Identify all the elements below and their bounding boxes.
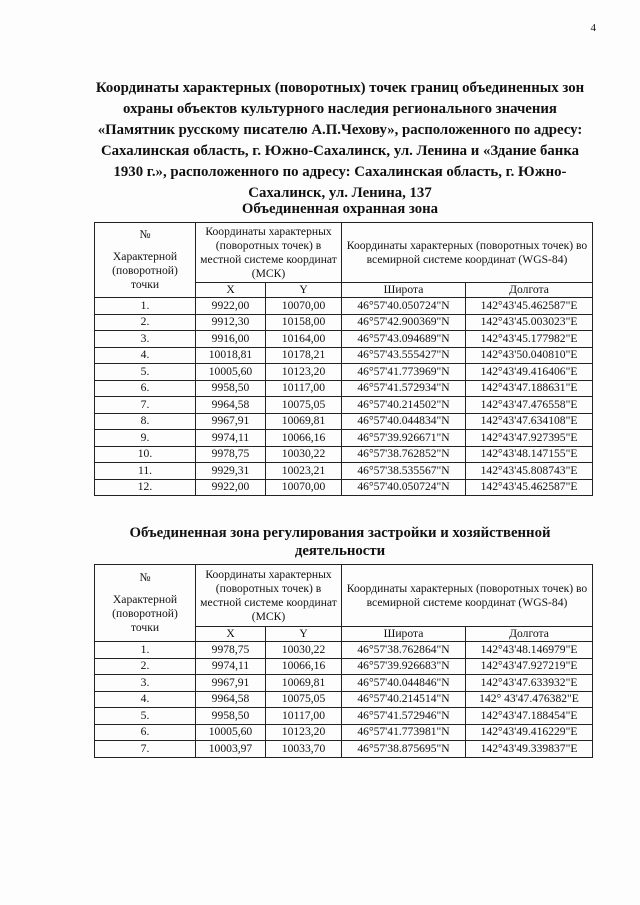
header-longitude: Долгота xyxy=(466,283,593,298)
x-cell: 9929,31 xyxy=(196,463,266,480)
header-point-label: Характерной (поворотной) точки xyxy=(112,593,178,634)
longitude-cell: 142°43'49.416229"E xyxy=(466,724,593,741)
x-cell: 9958,50 xyxy=(196,708,266,725)
table-row xyxy=(95,397,593,414)
table-row xyxy=(95,413,593,430)
x-cell: 9922,00 xyxy=(196,479,266,496)
latitude-cell: 46°57'38.535567"N xyxy=(342,463,466,480)
latitude-cell: 46°57'41.572946"N xyxy=(342,708,466,725)
longitude-cell: 142°43'45.462587"E xyxy=(466,298,593,315)
longitude-cell: 142° 43'47.476382"E xyxy=(466,691,593,708)
longitude-cell: 142°43'48.146979"E xyxy=(466,642,593,659)
x-cell: 10003,97 xyxy=(196,741,266,758)
latitude-cell: 46°57'42.900369"N xyxy=(342,314,466,331)
table-row xyxy=(95,364,593,381)
header-number-symbol: № xyxy=(139,228,151,241)
latitude-cell: 46°57'41.572934"N xyxy=(342,380,466,397)
latitude-cell: 46°57'38.875695"N xyxy=(342,741,466,758)
table-row xyxy=(95,691,593,708)
latitude-cell: 46°57'41.773981"N xyxy=(342,724,466,741)
latitude-cell: 46°57'41.773969"N xyxy=(342,364,466,381)
point-number-cell: 2. xyxy=(95,658,196,675)
longitude-cell: 142°43'47.476558"E xyxy=(466,397,593,414)
point-number-cell: 5. xyxy=(95,708,196,725)
table-row xyxy=(95,658,593,675)
point-number-cell: 9. xyxy=(95,430,196,447)
latitude-cell: 46°57'38.762852"N xyxy=(342,446,466,463)
point-number-cell: 3. xyxy=(95,331,196,348)
latitude-cell: 46°57'43.555427"N xyxy=(342,347,466,364)
latitude-cell: 46°57'39.926683"N xyxy=(342,658,466,675)
x-cell: 9967,91 xyxy=(196,675,266,692)
x-cell: 9978,75 xyxy=(196,446,266,463)
latitude-cell: 46°57'40.044846"N xyxy=(342,675,466,692)
header-longitude: Долгота xyxy=(466,627,593,642)
x-cell: 10005,60 xyxy=(196,724,266,741)
point-number-cell: 2. xyxy=(95,314,196,331)
x-cell: 9967,91 xyxy=(196,413,266,430)
point-number-cell: 10. xyxy=(95,446,196,463)
x-cell: 9964,58 xyxy=(196,691,266,708)
header-local-coordinates: Координаты характерных (поворотных точек) в местной системе координат (МСК) xyxy=(196,223,342,283)
header-y: Y xyxy=(266,283,342,298)
y-cell: 10070,00 xyxy=(266,479,342,496)
longitude-cell: 142°43'45.177982"E xyxy=(466,331,593,348)
header-latitude: Широта xyxy=(342,283,466,298)
table-body xyxy=(95,298,593,496)
latitude-cell: 46°57'40.050724"N xyxy=(342,479,466,496)
table-body xyxy=(95,642,593,758)
point-number-cell: 1. xyxy=(95,298,196,315)
table-row xyxy=(95,331,593,348)
x-cell: 9916,00 xyxy=(196,331,266,348)
x-cell: 9922,00 xyxy=(196,298,266,315)
longitude-cell: 142°43'47.188454"E xyxy=(466,708,593,725)
x-cell: 9964,58 xyxy=(196,397,266,414)
header-point-number xyxy=(95,223,196,298)
page-number: 4 xyxy=(590,22,596,34)
y-cell: 10075,05 xyxy=(266,691,342,708)
longitude-cell: 142°43'45.462587"E xyxy=(466,479,593,496)
y-cell: 10066,16 xyxy=(266,430,342,447)
table-row xyxy=(95,479,593,496)
x-cell: 9912,30 xyxy=(196,314,266,331)
x-cell: 9974,11 xyxy=(196,430,266,447)
y-cell: 10069,81 xyxy=(266,675,342,692)
latitude-cell: 46°57'40.044834"N xyxy=(342,413,466,430)
table-row xyxy=(95,298,593,315)
table-row xyxy=(95,463,593,480)
longitude-cell: 142°43'47.634108"E xyxy=(466,413,593,430)
table-row xyxy=(95,724,593,741)
coordinates-table-protection-zone xyxy=(94,222,593,496)
section-heading-protection-zone: Объединенная охранная зона xyxy=(241,201,439,217)
latitude-cell: 46°57'39.926671"N xyxy=(342,430,466,447)
table-row xyxy=(95,642,593,659)
y-cell: 10178,21 xyxy=(266,347,342,364)
longitude-cell: 142°43'47.188631"E xyxy=(466,380,593,397)
header-x: X xyxy=(196,627,266,642)
header-number-symbol: № xyxy=(139,571,151,584)
table-row xyxy=(95,708,593,725)
longitude-cell: 142°43'47.927219"E xyxy=(466,658,593,675)
y-cell: 10069,81 xyxy=(266,413,342,430)
point-number-cell: 12. xyxy=(95,479,196,496)
latitude-cell: 46°57'40.214502"N xyxy=(342,397,466,414)
y-cell: 10066,16 xyxy=(266,658,342,675)
point-number-cell: 8. xyxy=(95,413,196,430)
point-number-cell: 6. xyxy=(95,380,196,397)
latitude-cell: 46°57'40.214514"N xyxy=(342,691,466,708)
longitude-cell: 142°43'47.633932"E xyxy=(466,675,593,692)
point-number-cell: 11. xyxy=(95,463,196,480)
y-cell: 10030,22 xyxy=(266,446,342,463)
longitude-cell: 142°43'48.147155"E xyxy=(466,446,593,463)
table-row xyxy=(95,347,593,364)
latitude-cell: 46°57'43.094689"N xyxy=(342,331,466,348)
y-cell: 10030,22 xyxy=(266,642,342,659)
longitude-cell: 142°43'49.339837"E xyxy=(466,741,593,758)
longitude-cell: 142°43'50.040810"E xyxy=(466,347,593,364)
longitude-cell: 142°43'49.416406"E xyxy=(466,364,593,381)
table-row xyxy=(95,446,593,463)
coordinates-table-regulation-zone xyxy=(94,564,593,758)
y-cell: 10023,21 xyxy=(266,463,342,480)
x-cell: 9974,11 xyxy=(196,658,266,675)
x-cell: 10018,81 xyxy=(196,347,266,364)
point-number-cell: 7. xyxy=(95,741,196,758)
point-number-cell: 3. xyxy=(95,675,196,692)
x-cell: 9958,50 xyxy=(196,380,266,397)
x-cell: 10005,60 xyxy=(196,364,266,381)
table-row xyxy=(95,430,593,447)
header-latitude: Широта xyxy=(342,627,466,642)
document-title: Координаты характерных (поворотных) точек границ объединенных зон охраны объектов культурного наследия регионального значения «Памятник русскому писателю А.П.Чехову», расположенного по адресу: Сахалинская область, г. Южно-Сахалинск, ул. Ленина и «Здание банка 1930 г.», расположенного по адресу: Сахалинская область, г. Южно-Сахалинск, ул. Ленина, 137 xyxy=(95,80,585,201)
table-row xyxy=(95,380,593,397)
y-cell: 10070,00 xyxy=(266,298,342,315)
y-cell: 10123,20 xyxy=(266,724,342,741)
point-number-cell: 4. xyxy=(95,347,196,364)
header-point-number xyxy=(95,565,196,642)
header-wgs-coordinates: Координаты характерных (поворотных точек) во всемирной системе координат (WGS-84) xyxy=(342,223,593,283)
point-number-cell: 7. xyxy=(95,397,196,414)
header-x: X xyxy=(196,283,266,298)
header-wgs-coordinates: Координаты характерных (поворотных точек) во всемирной системе координат (WGS-84) xyxy=(342,565,593,627)
latitude-cell: 46°57'38.762864"N xyxy=(342,642,466,659)
y-cell: 10075,05 xyxy=(266,397,342,414)
table-row xyxy=(95,741,593,758)
y-cell: 10033,70 xyxy=(266,741,342,758)
header-local-coordinates: Координаты характерных (поворотных точек) в местной системе координат (МСК) xyxy=(196,565,342,627)
point-number-cell: 4. xyxy=(95,691,196,708)
y-cell: 10158,00 xyxy=(266,314,342,331)
section-heading-regulation-zone: Объединенная зона регулирования застройки и хозяйственной деятельности xyxy=(129,525,551,559)
longitude-cell: 142°43'45.808743"E xyxy=(466,463,593,480)
point-number-cell: 6. xyxy=(95,724,196,741)
header-point-label: Характерной (поворотной) точки xyxy=(112,250,178,291)
table-row xyxy=(95,314,593,331)
y-cell: 10117,00 xyxy=(266,708,342,725)
longitude-cell: 142°43'45.003023"E xyxy=(466,314,593,331)
latitude-cell: 46°57'40.050724"N xyxy=(342,298,466,315)
table-row xyxy=(95,675,593,692)
header-y: Y xyxy=(266,627,342,642)
point-number-cell: 1. xyxy=(95,642,196,659)
y-cell: 10123,20 xyxy=(266,364,342,381)
y-cell: 10164,00 xyxy=(266,331,342,348)
point-number-cell: 5. xyxy=(95,364,196,381)
y-cell: 10117,00 xyxy=(266,380,342,397)
longitude-cell: 142°43'47.927395"E xyxy=(466,430,593,447)
x-cell: 9978,75 xyxy=(196,642,266,659)
